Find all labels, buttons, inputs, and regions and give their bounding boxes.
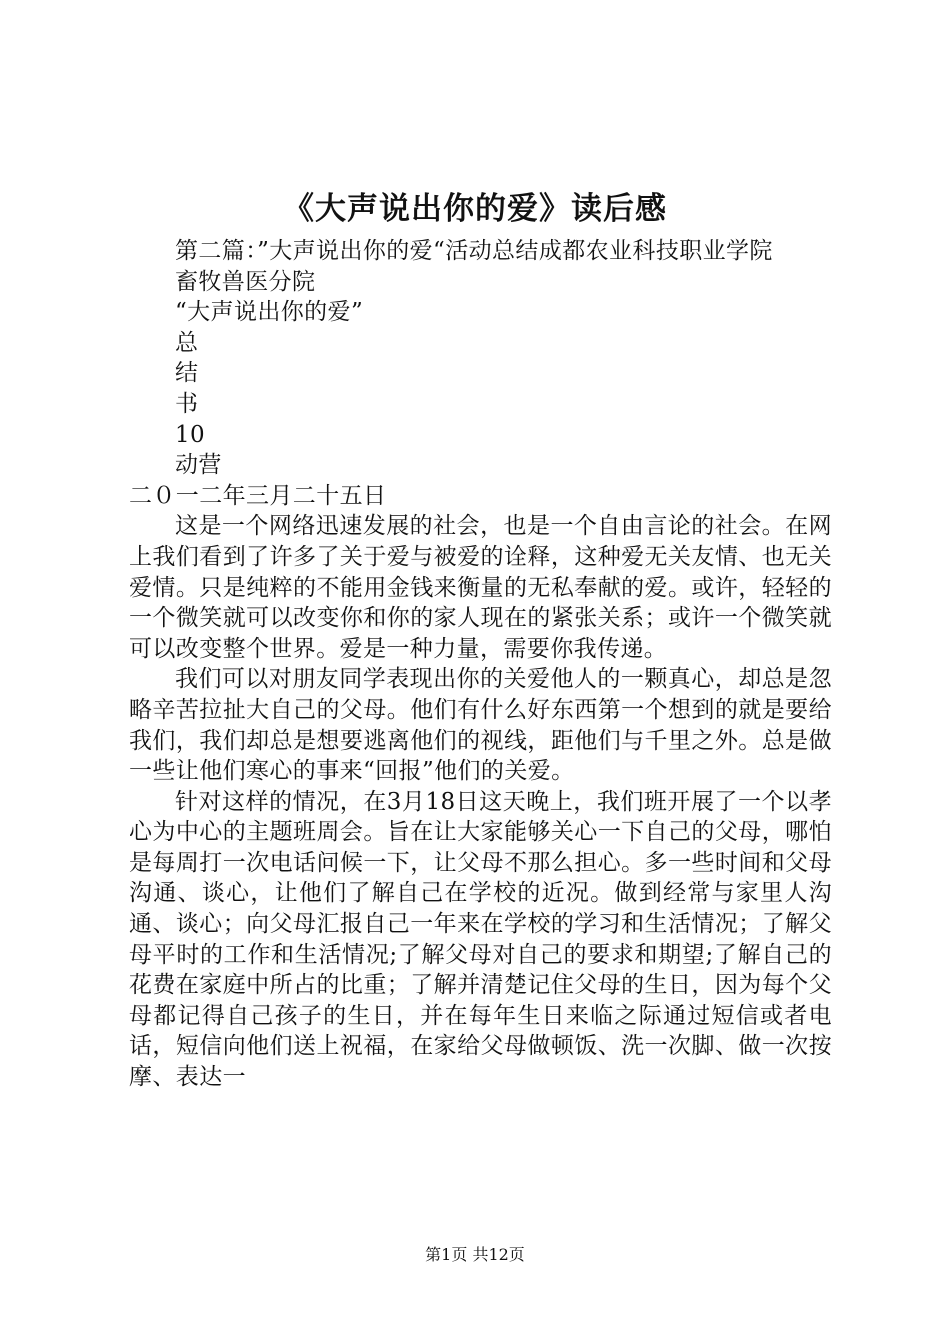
paragraph-line: 结: [175, 360, 199, 387]
document-title: 《大声说出你的爱》读后感: [283, 191, 667, 227]
paragraph-date: 二０一二年三月二十五日: [129, 482, 387, 509]
paragraph-department: 畜牧兽医分院: [175, 268, 316, 295]
paragraph-heading: 第二篇：”大声说出你的爱“活动总结成都农业科技职业学院: [175, 238, 773, 264]
page-number: 第1页 共12页: [425, 1245, 525, 1264]
paragraph-line: 10: [175, 421, 206, 448]
paragraph-body: 针对这样的情况，在3月18日这天晚上，我们班开展了一个以孝心为中心的主题班周会。旨在让大家能够关心一下自己的父母，哪怕是每周打一次电话问候一下，让父母不那么担心。多一些时间和父母沟通、谈心，让他们了解自己在学校的近况。做到经常与家里人沟通、谈心；向父母汇报自己一年来在学校的学习和生活情况；了解父母平时的工作和生活情况;了解父母对自己的要求和期望;了解自己的花费在家庭中所占的比重；了解并清楚记住父母的生日，因为每个父母都记得自己孩子的生日，并在每年生日来临之际通过短信或者电话，短信向他们送上祝福，在家给父母做顿饭、洗一次脚、做一次按摩、表达一: [129, 788, 832, 1091]
document-body: [129, 236, 832, 1093]
paragraph-line: 书: [175, 390, 199, 417]
paragraph-line: 动营: [175, 452, 222, 479]
paragraph-line: 总: [175, 329, 199, 356]
paragraph-body: 我们可以对朋友同学表现出你的关爱他人的一颗真心，却总是忽略辛苦拉扯大自己的父母。他们有什么好东西第一个想到的就是要给我们，我们却总是想要逃离他们的视线，距他们与千里之外。总是做一些让他们寒心的事来“回报”他们的关爱。: [129, 666, 832, 785]
paragraph-body: 这是一个网络迅速发展的社会，也是一个自由言论的社会。在网上我们看到了许多了关于爱与被爱的诠释，这种爱无关友情、也无关爱情。只是纯粹的不能用金钱来衡量的无私奉献的爱。或许，轻轻的一个微笑就可以改变你和你的家人现在的紧张关系；或许一个微笑就可以改变整个世界。爱是一种力量，需要你我传递。: [129, 513, 832, 662]
paragraph-activity-name: “大声说出你的爱”: [175, 299, 364, 326]
